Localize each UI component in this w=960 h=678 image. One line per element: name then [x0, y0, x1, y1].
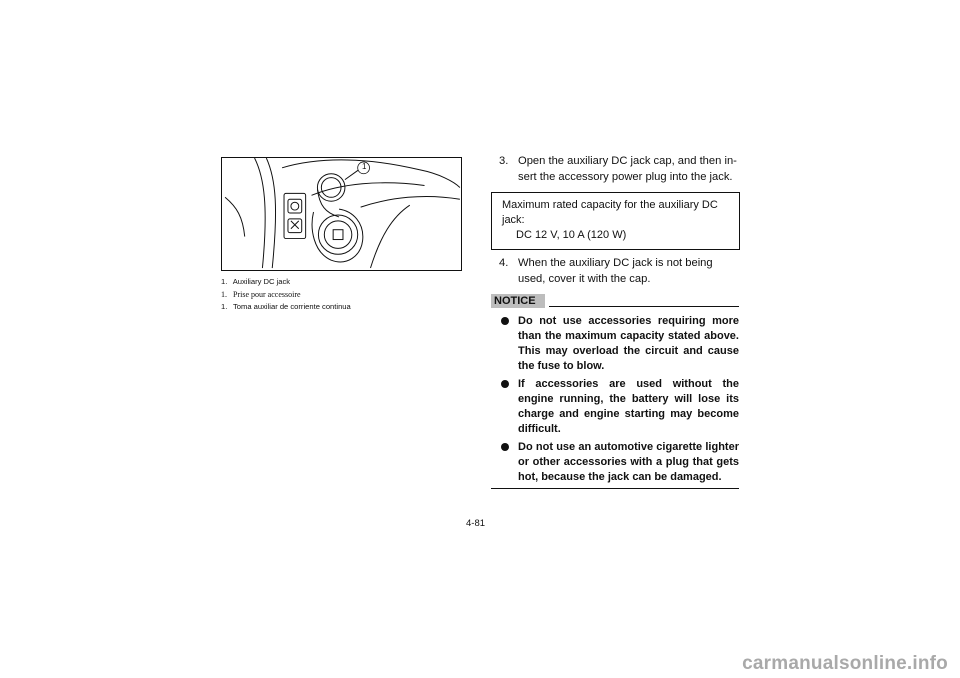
- notice-badge: NOTICE: [491, 294, 545, 308]
- notice-item: Do not use an automotive cigarette lighter or other accessories with a plug that gets hot, because the jack can be damaged.: [491, 440, 739, 485]
- bullet-icon: [501, 443, 509, 451]
- instructions-column: [491, 154, 739, 489]
- bullet-icon: [501, 317, 509, 325]
- figure-captions: [221, 276, 481, 314]
- notice-list: [491, 314, 739, 485]
- caption-english: 1. Auxiliary DC jack: [221, 277, 291, 286]
- jack-line-drawing: [222, 158, 461, 270]
- caption-french: 1. Prise pour accessoire: [221, 289, 301, 299]
- notice-rule: [549, 306, 739, 307]
- notice-end-rule: [491, 488, 739, 489]
- spec-value: DC 12 V, 10 A (120 W): [516, 229, 627, 241]
- auxiliary-dc-jack-illustration: [221, 157, 462, 271]
- callout-label: 1: [362, 162, 367, 171]
- notice-header: [491, 294, 739, 308]
- caption-spanish: 1. Toma auxiliar de corriente continua: [221, 302, 351, 311]
- watermark: carmanualsonline.info: [742, 653, 948, 674]
- step-4: 4. When the auxiliary DC jack is not being used, cover it with the cap.: [499, 257, 713, 285]
- page-number: 4-81: [466, 518, 486, 529]
- bullet-icon: [501, 380, 509, 388]
- capacity-spec-box: [491, 192, 740, 250]
- notice-item: Do not use accessories requiring more than the maximum capacity stated above. This may overload the circuit and cause the fuse to blow.: [491, 314, 739, 374]
- notice-item: If accessories are used without the engine running, the battery will lose its charge and engine starting may become difficult.: [491, 377, 739, 437]
- spec-label: Maximum rated capacity for the auxiliary DC jack:: [502, 199, 718, 226]
- step-3: 3. Open the auxiliary DC jack cap, and then in-sert the accessory power plug into the jack.: [499, 155, 737, 183]
